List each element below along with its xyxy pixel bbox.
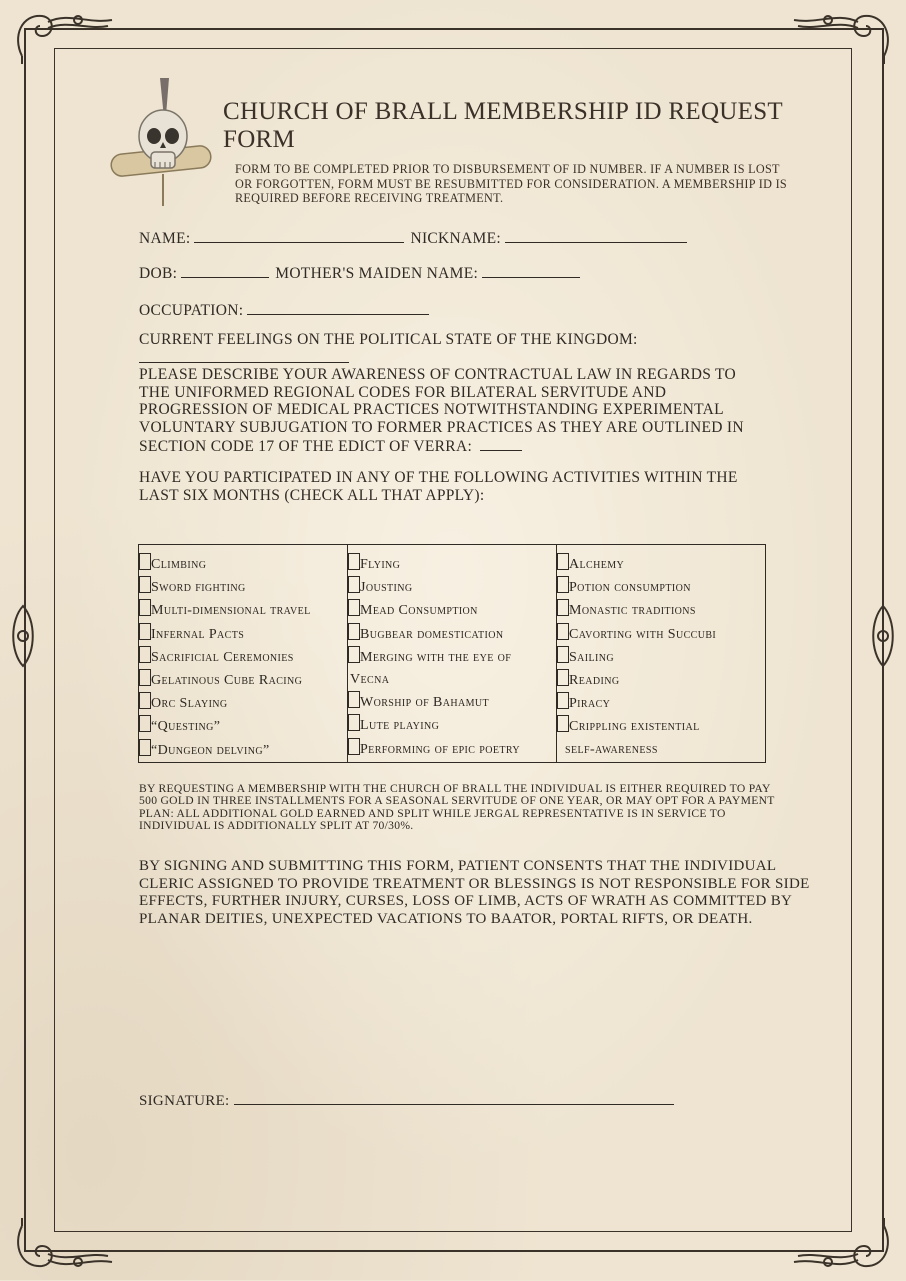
consent-paragraph: BY SIGNING AND SUBMITTING THIS FORM, PATIENT CONSENTS THAT THE INDIVIDUAL CLERIC ASSIGNED TO PROVIDE TREATMENT OR BLESSINGS IS NOT RESPONSIBLE FOR SIDE EFFECTS, FURTHER INJURY, CURSES, LOSS OF LIMB, ACTS OF WRATH AS COMMITTED BY PLANAR DEITIES, UNEXPECTED VACATIONS TO BAATOR, PORTAL RIFTS, OR DEATH. [139,858,810,927]
occupation-field[interactable] [247,300,429,315]
activity-checkbox[interactable]: Sacrificial Ceremonies [139,646,347,669]
ornament-top-right-icon [788,6,898,66]
form-title: CHURCH OF BRALL MEMBERSHIP ID REQUEST FORM [223,98,783,153]
skull-scroll-emblem-icon [105,78,225,208]
activity-checkbox[interactable]: Infernal Pacts [139,623,347,646]
activity-label-continued: Vecna [350,672,390,688]
form-subtitle: FORM TO BE COMPLETED PRIOR TO DISBURSEMENT OF ID NUMBER. IF A NUMBER IS LOST OR FORGOTTEN, FORM MUST BE RESUBMITTED FOR CONSIDERATION. A MEMBERSHIP ID IS REQUIRED BEFORE RECEIVING TREATMENT. [235,162,787,205]
activity-checkbox[interactable]: Orc Slaying [139,692,347,715]
feelings-row [139,331,638,349]
ornament-bottom-right-icon [788,1216,898,1276]
activity-checkbox[interactable]: “Dungeon delving” [139,739,347,762]
ornament-bottom-left-icon [8,1216,118,1276]
activity-checkbox[interactable]: Reading [557,669,765,692]
dob-label: DOB: [139,265,178,282]
activities-question: HAVE YOU PARTICIPATED IN ANY OF THE FOLLOWING ACTIVITIES WITHIN THE LAST SIX MONTHS (CHECK ALL THAT APPLY): [139,469,738,504]
activity-checkbox[interactable]: Piracy [557,692,765,715]
activity-checkbox[interactable]: Crippling existential [557,715,765,738]
activities-column-2 [348,545,557,763]
activity-checkbox[interactable]: Cavorting with Succubi [557,623,765,646]
activity-checkbox[interactable]: Merging with the eye of [348,646,556,669]
ornament-top-left-icon [8,6,118,66]
activity-checkbox[interactable]: Multi-dimensional travel [139,599,347,622]
activity-checkbox[interactable]: Mead Consumption [348,599,556,622]
ornament-left-icon [6,604,40,668]
nickname-label: NICKNAME: [410,230,501,247]
activity-checkbox[interactable]: Potion consumption [557,576,765,599]
activities-table [138,544,766,763]
contract-question-text: PLEASE DESCRIBE YOUR AWARENESS OF CONTRACTUAL LAW IN REGARDS TO THE UNIFORMED REGIONAL CODES FOR BILATERAL SERVITUDE AND PROGRESSION OF MEDICAL PRACTICES NOTWITHSTANDING EXPERIMENTAL VOLUNTARY SUBJUGATION TO FORMER PRACTICES AS THEY ARE OUTLINED IN SECTION CODE 17 OF THE EDICT OF VERRA: [139,366,744,455]
activity-checkbox[interactable]: Climbing [139,553,347,576]
signature-row [139,1090,680,1110]
activity-checkbox[interactable]: “Questing” [139,715,347,738]
activity-checkbox[interactable]: Sailing [557,646,765,669]
activity-checkbox[interactable]: Performing of epic poetry [348,738,556,761]
name-label: NAME: [139,230,191,247]
dob-field[interactable] [181,263,269,278]
nickname-field[interactable] [505,228,687,243]
ornament-right-icon [866,604,900,668]
activities-column-1 [139,545,348,763]
contract-question [139,366,769,456]
dob-row [139,263,586,283]
terms-paragraph: BY REQUESTING A MEMBERSHIP WITH THE CHURCH OF BRALL THE INDIVIDUAL IS EITHER REQUIRED TO PAY 500 GOLD IN THREE INSTALLMENTS FOR A SEASONAL SERVITUDE OF ONE YEAR, OR MAY OPT FOR A PAYMENT PLAN: ALL ADDITIONAL GOLD EARNED AND SPLIT WHILE JERGAL REPRESENTATIVE IS IN SERVICE TO INDIVIDUAL IS ADDITIONALLY SPLIT AT 70/30%. [139,782,775,832]
feelings-field[interactable] [139,362,349,363]
maiden-name-label: MOTHER'S MAIDEN NAME: [275,265,479,282]
activity-checkbox[interactable]: Gelatinous Cube Racing [139,669,347,692]
activity-checkbox[interactable]: Lute playing [348,714,556,737]
name-row [139,228,693,248]
contract-answer-field[interactable] [480,436,522,451]
activity-checkbox[interactable]: Sword fighting [139,576,347,599]
activity-checkbox[interactable]: Flying [348,553,556,576]
occupation-row [139,300,435,320]
activities-column-3 [557,545,766,763]
name-field[interactable] [194,228,404,243]
activity-checkbox[interactable]: Monastic traditions [557,599,765,622]
signature-field[interactable] [234,1090,674,1105]
feelings-label: CURRENT FEELINGS ON THE POLITICAL STATE OF THE KINGDOM: [139,331,638,348]
activity-checkbox[interactable]: Jousting [348,576,556,599]
signature-label: SIGNATURE: [139,1093,230,1109]
activity-checkbox[interactable]: Bugbear domestication [348,623,556,646]
activity-checkbox[interactable]: Alchemy [557,553,765,576]
activity-label-continued: self-awareness [565,741,658,757]
occupation-label: OCCUPATION: [139,302,244,319]
activity-checkbox[interactable]: Worship of Bahamut [348,691,556,714]
maiden-name-field[interactable] [482,263,580,278]
